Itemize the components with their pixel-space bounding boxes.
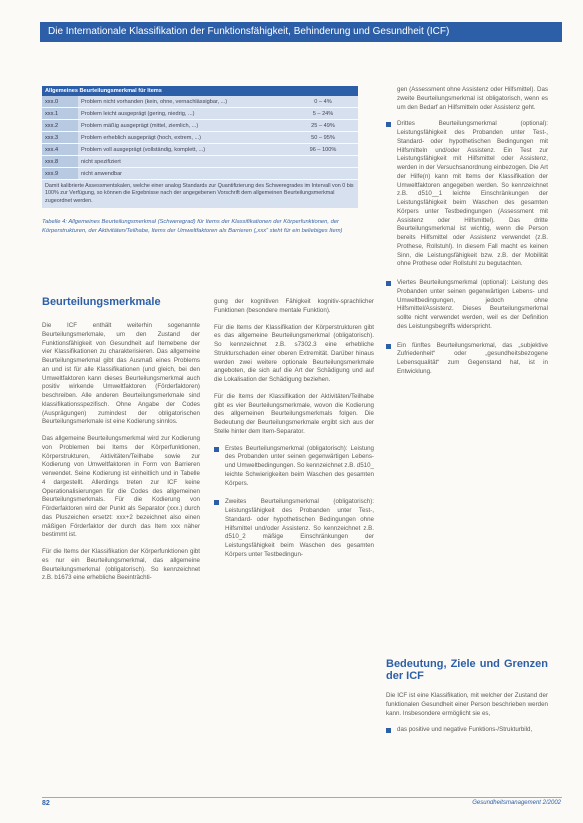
table-cell-pct: 25 – 49% <box>288 120 358 132</box>
table-heading: Allgemeines Beurteilungsmerkmal für Items <box>42 86 358 96</box>
bullet-square-icon <box>386 728 391 733</box>
bullet-square-icon <box>214 500 219 505</box>
bullet-item <box>386 120 548 269</box>
table-cell-pct: 96 – 100% <box>288 144 358 156</box>
bullet-square-icon <box>386 344 391 349</box>
table-row <box>42 132 358 144</box>
table-row <box>42 156 358 168</box>
bullet-item <box>214 445 374 489</box>
bullet-item <box>386 342 548 377</box>
section-heading-beurteilungsmerkmale: Beurteilungsmerkmale <box>42 296 161 308</box>
paragraph: Für die Items der Klassifikation der Aktivitäten/Teilhabe gibt es vier Beurteilungsmerkmale, wovon die Kodierung des allgemeinen Beurteilungsmerkmals folgen. Die Bedeutung der Beurteilungsmerkmale ergibt sich aus der Stelle hinter dem Item-Separator. <box>214 392 374 435</box>
qualifier-table-block <box>42 86 358 236</box>
table-cell-code: xxx.3 <box>42 132 78 144</box>
table-cell-desc: nicht anwendbar <box>78 168 288 180</box>
table-row <box>42 108 358 120</box>
bullet-text: Zweites Beurteilungsmerkmal (obligatorisch): Leistungsfähigkeit des Probanden unter Test-, Standard- oder hypothetischen Bedingungen ohne Hilfsmittel und/oder Assistenz. So kennzeichnet z.B. d510_2 mäßige Einschränkungen der Leistungsfähigkeit beim Waschen des gesamten Körpers unter Testbedingun- <box>225 498 374 558</box>
column-middle <box>214 298 374 570</box>
footer-rule <box>42 797 562 798</box>
bullet-text: das positive und negative Funktions-/Strukturbild, <box>397 726 533 734</box>
table-cell-desc: Problem erheblich ausgeprägt (hoch, extrem, ...) <box>78 132 288 144</box>
bullet-text: Ein fünftes Beurteilungsmerkmal, das „subjektive Zufriedenheit“ oder „gesundheitsbezogene Lebensqualität“ zum Gegenstand hat, ist in Entwicklung. <box>397 341 548 375</box>
paragraph: Für die Items der Klassifikation der Körperstrukturen gibt es das allgemeine Beurteilungsmerkmal (obligatorisch). So kennzeichnet z.B. s7302.3 eine erhebliche Strukturschaden einer oberen Extremität. Darüber hinaus werden zwei weitere optionale Beurteilungsmerkmale angeboten, die sich auf die Art der Schädigung und auf die Lokalisation der Schädigung beziehen. <box>214 323 374 383</box>
table-cell-desc: Problem nicht vorhanden (kein, ohne, vernachlässigbar, ...) <box>78 96 288 108</box>
table-cell-pct: 50 – 95% <box>288 132 358 144</box>
table-cell-desc: Problem leicht ausgeprägt (gering, niedrig, ...) <box>78 108 288 120</box>
column-right <box>386 86 548 387</box>
table-cell-pct: 5 – 24% <box>288 108 358 120</box>
paragraph: gung der kognitiven Fähigkeit kognitiv-sprachlicher Funktionen (besondere mentale Funktion). <box>214 298 374 314</box>
table-cell-code: xxx.1 <box>42 108 78 120</box>
bullet-item <box>214 498 374 559</box>
table-cell-pct <box>288 168 358 180</box>
table-cell-code: xxx.9 <box>42 168 78 180</box>
table-note: Damit kalibrierte Assessmentskalen, welche einer analog Standards zur Quantifizierung des Schweregrades im Intervall von 0 bis 100% zur Verfügung, so können die Ergebnisse nach der angegebenen Vorschrift dem allgemeinen Beurteilungsmerkmal zugeordnet werden. <box>42 180 358 208</box>
table-header-row <box>42 86 358 96</box>
bullet-text: Erstes Beurteilungsmerkmal (obligatorisch): Leistung des Probanden unter seinen gegenwärtigen Lebens- und Umweltbedingungen. So kennzeichnet z.B. d510_ leichte Schwierigkeiten beim Waschen des gesamten Körpers. <box>225 444 374 487</box>
column-left <box>42 296 200 591</box>
paragraph: Die ICF ist eine Klassifikation, mit welcher der Zustand der funktionalen Gesundheit einer Person beschrieben werden kann. Insbesondere ermöglicht sie es, <box>386 692 548 717</box>
bullet-square-icon <box>386 281 391 286</box>
table-cell-pct <box>288 156 358 168</box>
section-bedeutung <box>386 658 548 745</box>
paragraph: Die ICF enthält weiterhin sogenannte Beurteilungsmerkmale, um den Zustand der Funktionsfähigkeit von Gesundheit auf Itemebene der vier Klassifikationen zu charakterisieren. Das allgemeine Beurteilungsmerkmal gibt das Ausmaß eines Problems an und ist für alle Klassifikationen (und gleich, bei den Umweltfaktoren kann dieses Beurteilungsmerkmal auch positiv wirkende Umweltfaktoren (Förderfaktoren) beschreiben. Alle anderen Beurteilungsmerkmale sind klassifikationsspezifisch. Ohne Angabe der Codes (Ausprägungen) zumindest der obligatorischen Beurteilungsmerkmale ist eine Kodierung sinnlos. <box>42 322 200 426</box>
table-row <box>42 144 358 156</box>
running-header: Die Internationale Klassifikation der Funktionsfähigkeit, Behinderung und Gesundheit (ICF) <box>40 22 562 42</box>
section-heading-bedeutung: Bedeutung, Ziele und Grenzen der ICF <box>386 658 548 682</box>
bullet-square-icon <box>214 447 219 452</box>
table-cell-desc: nicht spezifiziert <box>78 156 288 168</box>
table-cell-desc: Problem voll ausgeprägt (vollständig, komplett, ...) <box>78 144 288 156</box>
bullet-item <box>386 726 548 735</box>
table-row <box>42 96 358 108</box>
table-cell-desc: Problem mäßig ausgeprägt (mittel, ziemlich, ...) <box>78 120 288 132</box>
bullet-item <box>386 279 548 332</box>
table-cell-code: xxx.0 <box>42 96 78 108</box>
qualifier-table <box>42 86 358 180</box>
table-caption: Tabelle 4: Allgemeines Beurteilungsmerkmal (Schweregrad) für Items der Klassifikationen der Körperfunktionen, der Körperstrukturen, der Aktivitäten/Teilhabe, Items der Umweltfaktoren als Barrieren („xxx“ steht für ein beliebiges Item) <box>42 219 343 235</box>
bullet-text: Viertes Beurteilungsmerkmal (optional): Leistung des Probanden unter seinen gegenwärtigen Lebens- und Umweltbedingungen, jedoch ohne Hilfsmittel/Assistenz. Dieses Beurteilungsmerkmal sollte nicht verwendet werden, weil es der Definition des Leistungsbegriffs widerspricht. <box>397 279 548 330</box>
journal-name: Gesundheitsmanagement 2/2002 <box>472 800 561 806</box>
table-cell-pct: 0 – 4% <box>288 96 358 108</box>
page-number: 82 <box>42 800 50 807</box>
paragraph: gen (Assessment ohne Assistenz oder Hilfsmittel). Das zweite Beurteilungsmerkmal ist obligatorisch, wenn es um den Bedarf an Hilfsmitteln oder Assistenz geht. <box>397 86 548 111</box>
paragraph: Für die Items der Klassifikation der Körperfunktionen gibt es nur ein Beurteilungsmerkmal, das allgemeine Beurteilungsmerkmal (obligatorisch). So kennzeichnet z.B. b1673 eine erhebliche Beeinträchti- <box>42 548 200 582</box>
table-row <box>42 168 358 180</box>
bullet-square-icon <box>386 122 391 127</box>
table-cell-code: xxx.4 <box>42 144 78 156</box>
paragraph: Das allgemeine Beurteilungsmerkmal wird zur Kodierung von Problemen bei Items der Körperfunktionen, Körperstrukturen, Aktivitäten/Teilhabe sowie zur Kodierung von Umweltfaktoren in Form von Barrieren verwendet. Seine Kodierung ist einheitlich und in Tabelle 4 dargestellt. Allerdings treten zur ICF keine Operationalisierungen für die Codes des allgemeinen Beurteilungsmerkmals. Für die Kodierung von Förderfaktoren wird der Punkt als Separator (xxx.) durch das Pluszeichen ersetzt: xxx+2 bezeichnet also einen mäßigen Förderfaktor der durch das Item xxx näher bestimmt ist. <box>42 435 200 539</box>
table-cell-code: xxx.2 <box>42 120 78 132</box>
bullet-text: Drittes Beurteilungsmerkmal (optional): Leistungsfähigkeit des Probanden unter Test-, Standard- oder hypothetischen Bedingungen mit Hilfsmitteln und/oder Assistenz. Ein Test zur Leistungsfähigkeit mit Hilfsmittel oder Assistenz, werden in der Versuchsanordnung einbezogen. Die Art der Hilfe(n) kann mit Items der Klassifikation der Umweltfaktoren angegeben werden. So kennzeichnet z.B. d510__1 leichte Einschränkungen der Leistungsfähigkeit beim Waschen des gesamten Körpers unter Testbedingungen (Assessment mit Assistenz oder Hilfsmittel). Das dritte Beurteilungsmerkmal ist wichtig, wenn die Person bereits Hilfsmittel oder Assistenz verwendet (z.B. Prothese, Rollstuhl). In diesem Fall macht es keinen Sinn, die Leistungsfähigkeit bzw. z.B. der Mobilität ohne Prothese oder Rollstuhl zu begutachten. <box>397 120 548 268</box>
table-row <box>42 120 358 132</box>
table-cell-code: xxx.8 <box>42 156 78 168</box>
